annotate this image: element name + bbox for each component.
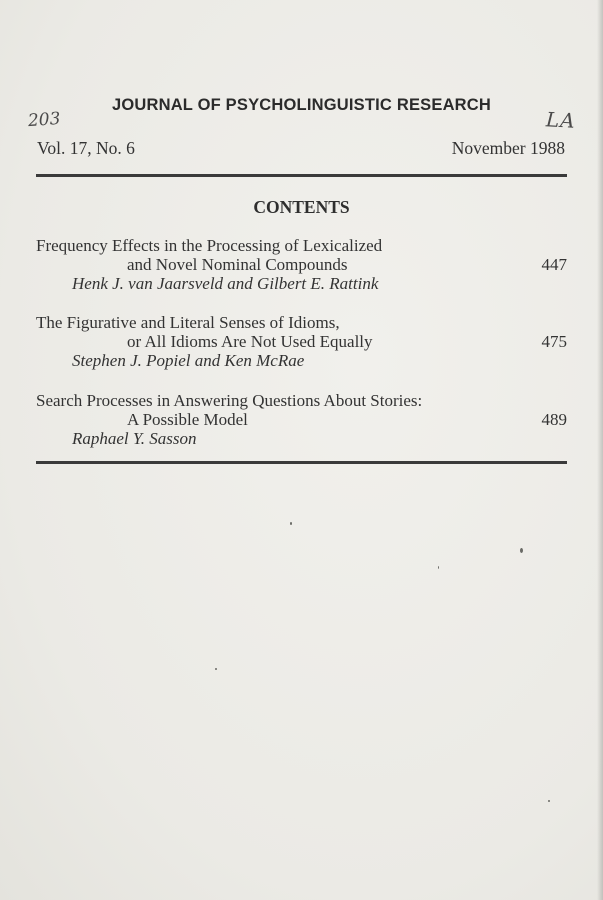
journal-title: JOURNAL OF PSYCHOLINGUISTIC RESEARCH xyxy=(111,96,492,114)
contents-entry xyxy=(36,313,567,370)
entry-title-line2: or All Idioms Are Not Used Equally xyxy=(127,332,373,351)
entry-authors: Stephen J. Popiel and Ken McRae xyxy=(72,351,305,370)
handwritten-initials: LA xyxy=(545,107,577,133)
contents-entry xyxy=(36,391,567,448)
paper-speck xyxy=(290,522,292,525)
entry-title-line1: Search Processes in Answering Questions About Stories: xyxy=(36,391,423,410)
entry-page-number: 475 xyxy=(541,332,567,351)
top-rule xyxy=(36,174,567,177)
handwritten-number: 203 xyxy=(27,108,62,132)
entry-page-number: 489 xyxy=(541,410,567,429)
bottom-rule xyxy=(36,461,567,464)
contents-heading: CONTENTS xyxy=(253,197,350,217)
entry-page-number: 447 xyxy=(541,255,567,274)
issue-date: November 1988 xyxy=(451,138,565,158)
page-edge-shadow xyxy=(597,0,603,900)
entry-title-line2: and Novel Nominal Compounds xyxy=(127,255,348,274)
entry-title-line1: The Figurative and Literal Senses of Idioms, xyxy=(36,313,340,332)
paper-speck xyxy=(438,566,439,569)
volume-issue: Vol. 17, No. 6 xyxy=(37,138,135,158)
paper-speck xyxy=(520,548,523,553)
paper-speck xyxy=(548,800,550,802)
entry-title-line2: A Possible Model xyxy=(127,410,248,429)
paper-speck xyxy=(215,668,217,670)
entry-authors: Henk J. van Jaarsveld and Gilbert E. Rattink xyxy=(72,274,379,293)
entry-title-line1: Frequency Effects in the Processing of Lexicalized xyxy=(36,236,383,255)
contents-entry xyxy=(36,236,567,293)
entry-authors: Raphael Y. Sasson xyxy=(72,429,197,448)
